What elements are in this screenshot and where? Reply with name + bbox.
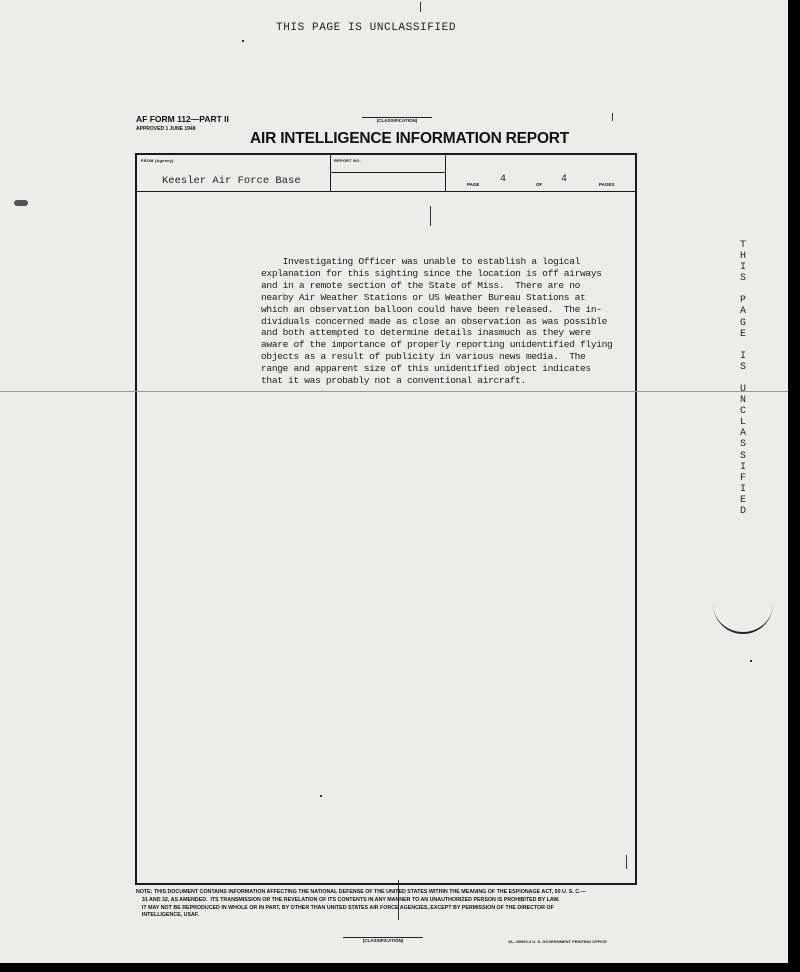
side-unclassified-stamp bbox=[735, 240, 751, 517]
side-stamp-letter: E bbox=[739, 494, 746, 506]
side-stamp-letter: A bbox=[739, 428, 746, 440]
header-divider bbox=[445, 155, 446, 191]
classification-label-top: (CLASSIFICATION) bbox=[362, 117, 432, 123]
side-stamp-letter: I bbox=[739, 461, 746, 473]
side-stamp-letter: G bbox=[739, 317, 746, 329]
page-number: 4 bbox=[500, 174, 507, 185]
side-stamp-letter: A bbox=[739, 306, 746, 318]
form-approved-date: APPROVED 1 JUNE 1948 bbox=[136, 126, 196, 132]
side-stamp-letter: N bbox=[739, 395, 746, 407]
scan-speck bbox=[750, 660, 752, 662]
scan-speck bbox=[14, 200, 28, 206]
side-stamp-letter: S bbox=[739, 439, 746, 451]
side-stamp-letter: S bbox=[739, 361, 746, 373]
report-form-box bbox=[135, 153, 637, 885]
side-stamp-letter bbox=[735, 340, 751, 351]
report-no-label: REPORT NO. bbox=[334, 158, 361, 163]
scan-speck bbox=[242, 40, 244, 42]
side-stamp-letter: P bbox=[739, 295, 746, 307]
side-stamp-letter: C bbox=[739, 406, 746, 418]
side-stamp-letter: F bbox=[739, 472, 746, 484]
side-stamp-letter: L bbox=[739, 417, 746, 429]
header-divider bbox=[330, 172, 445, 173]
classification-label-bottom: (CLASSIFICATION) bbox=[343, 937, 423, 943]
side-stamp-letter: I bbox=[739, 483, 746, 495]
scan-speck bbox=[612, 113, 613, 121]
side-stamp-letter: T bbox=[739, 240, 746, 251]
pages-label: PAGES bbox=[599, 182, 615, 187]
scan-speck bbox=[420, 2, 421, 12]
side-stamp-letter: H bbox=[739, 251, 746, 263]
from-label: FROM (Agency) bbox=[141, 158, 174, 163]
side-stamp-letter: E bbox=[739, 328, 746, 340]
side-stamp-letter bbox=[735, 284, 751, 295]
side-stamp-letter: I bbox=[739, 262, 746, 274]
side-stamp-letter: U bbox=[739, 383, 746, 395]
of-label: OF bbox=[536, 182, 543, 187]
side-stamp-letter: S bbox=[739, 450, 746, 462]
top-unclassified-stamp: THIS PAGE IS UNCLASSIFIED bbox=[276, 22, 457, 34]
side-stamp-letter: S bbox=[739, 273, 746, 285]
side-stamp-letter bbox=[735, 373, 751, 384]
side-stamp-letter: I bbox=[739, 350, 746, 362]
side-stamp-letter: D bbox=[739, 505, 746, 517]
total-pages: 4 bbox=[561, 174, 568, 185]
espionage-notice: NOTE: THIS DOCUMENT CONTAINS INFORMATION AFFECTING THE NATIONAL DEFENSE OF THE UNITED STATES WITHIN THE MEANING OF THE ESPIONAGE ACT, 50 U. S. C.— 31 AND 32, AS AMENDED. ITS TRANSMISSION OR THE REVELATION OF ITS CONTENTS IN ANY MANNER TO AN UNAUTHORIZED PERSON IS PROHIBITED BY LAW. IT MAY NOT BE REPRODUCED IN WHOLE OR IN PART, BY OTHER THAN UNITED STATES AIR FORCE AGENCIES, EXCEPT BY PERMISSION OF THE DIRECTOR OF INTELLIGENCE, USAF. bbox=[136, 889, 586, 919]
form-identifier bbox=[136, 114, 229, 134]
report-title: AIR INTELLIGENCE INFORMATION REPORT bbox=[250, 130, 570, 147]
page-label: PAGE bbox=[467, 182, 480, 187]
header-row bbox=[137, 155, 635, 192]
paper-edge-curl bbox=[713, 604, 773, 634]
form-number: AF FORM 112—PART II bbox=[136, 114, 229, 124]
gpo-imprint: 16—59909-3 U. S. GOVERNMENT PRINTING OFFICE bbox=[508, 939, 607, 944]
from-agency: Keesler Air Force Base bbox=[162, 175, 301, 187]
header-divider bbox=[330, 155, 331, 191]
report-body-text: Investigating Officer was unable to establish a logical explanation for this sighting since the location is off airways and in a remote section of the State of Miss. There are no nearby Air Weather Stations or US Weather Bureau Stations at which an observation balloon could have been released. The in- dividuals concerned made as close an observation as was possible and both attempted to determine details inasmuch as they were aware of the importance of properly reporting unidentified flying objects as a result of publicity in various news media. The range and apparent size of this unidentified object indicates that it was probably not a conventional aircraft. bbox=[261, 256, 613, 387]
scan-line bbox=[0, 391, 788, 392]
